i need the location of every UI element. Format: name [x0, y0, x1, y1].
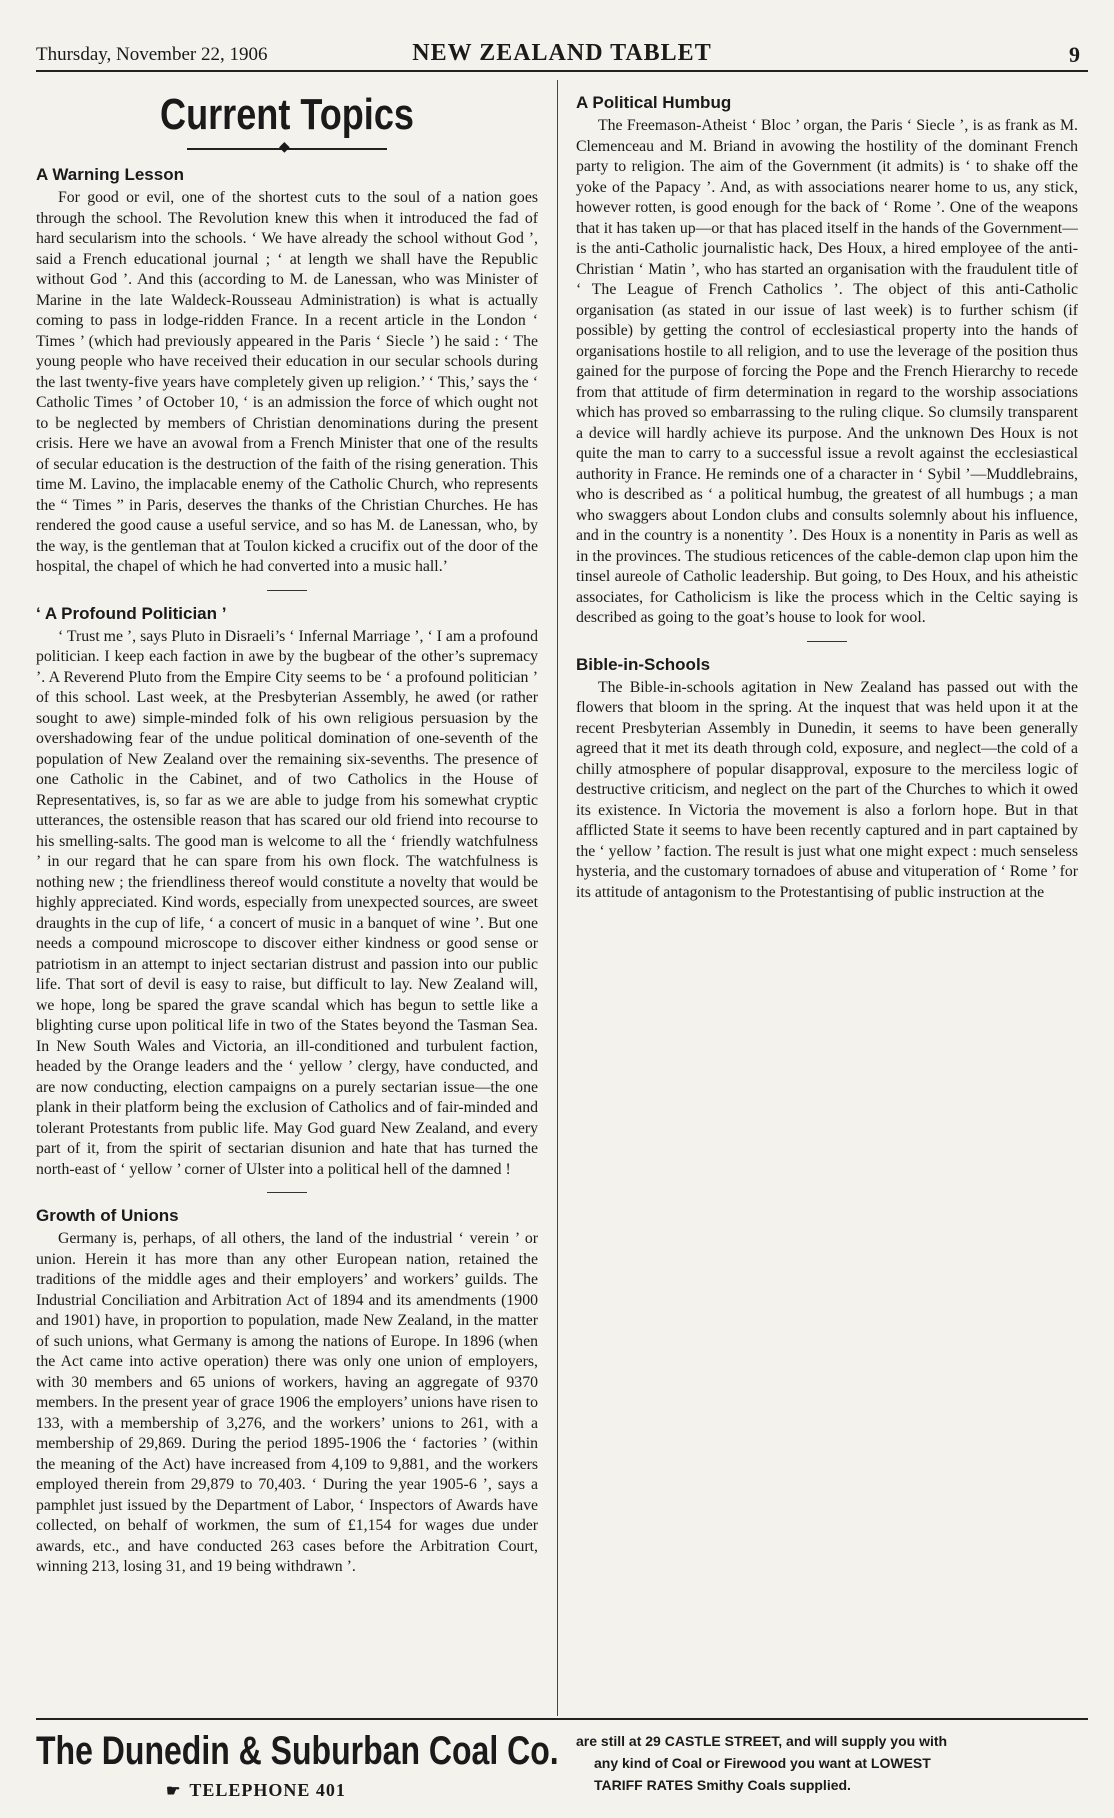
article-paragraph: The Freemason-Atheist ‘ Bloc ’ organ, the Paris ‘ Siecle ’, is as frank as M. Clemenceau and M. Briand in avowing the hostility of the dominant French party to religion. The aim of the Government (it admits) is ‘ to shake off the yoke of the Papacy ’. And, as with associations nearer home to us, any stick, however rotten, is good enough for the back of ‘ Rome ’. One of the weapons that it has taken up—or that has placed itself in the hands of the Government—is the anti-Catholic journalistic hack, Des Houx, a hired employee of the anti-Christian ‘ Matin ’, who has started an organisation with the fraudulent title of ‘ The League of French Catholics ’. The object of this anti-Catholic organisation (as stated in our issue of last week) is to further schism (if possible) by getting the control of ecclesiastical property into the hands of organisations hostile to all religion, and to use the leverage of the position thus gained for the purpose of forcing the Pope and the French Hierarchy to recede from that attitude of firm determination in regard to the worship associations which has proved so embarrassing to the ruling clique. So clumsily transparent a device will hardly achieve its purpose. And the unknown Des Houx is not quite the man to carry to a successful issue a revolt against the ecclesiastical authority in France. He reminds one of a character in ‘ Sybil ’—Muddlebrains, who is described as ‘ a political humbug, the greatest of all humbugs ; a man who swaggers about London clubs and consults solemnly about his influence, and in the country is a nonentity ’. Des Houx is a nonentity in Paris as well as in the provinces. The studious reticences of the cable-demon clap upon him the tinsel aureole of Catholic leadership. But going, to Des Houx, and his atheistic associates, for Catholicism is like the process which in the Celtic saying is described as going to the goat’s house to look for wool.: [576, 117, 1078, 626]
ad-line: any kind of Coal or Firewood you want at LOWEST: [594, 1755, 931, 1771]
right-column: [576, 84, 1078, 1712]
pointing-hand-icon: ☛: [166, 1783, 182, 1800]
article-heading: A Warning Lesson: [36, 165, 184, 184]
ad-line: TARIFF RATES Smithy Coals supplied.: [594, 1777, 851, 1793]
advertiser-name: The Dunedin & Suburban Coal Co.: [36, 1729, 559, 1773]
diamond-icon: ◆: [279, 140, 290, 155]
article-paragraph: Germany is, perhaps, of all others, the land of the industrial ‘ verein ’ or union. Herein it has more than any other European nation, retained the traditions of the middle ages and their employers’ and workers’ guilds. The Industrial Conciliation and Arbitration Act of 1894 and its amendments (1900 and 1901) have, in proportion to population, made New Zealand, in the matter of such unions, what Germany is among the nations of Europe. In 1896 (when the Act came into active operation) there was only one union of employers, with 30 members and 65 unions of workers, having an aggregate of 9370 members. In the present year of grace 1906 the employers’ unions have risen to 133, with a membership of 3,276, and the workers’ unions to 261, with a membership of 29,869. During the period 1895-1906 the ‘ factories ’ (within the meaning of the Act) have increased from 4,109 to 9,881, and the workers employed therein from 29,879 to 70,403. ‘ During the year 1905-6 ’, says a pamphlet just issued by the Department of Labor, ‘ Inspectors of Awards have collected, on behalf of workmen, the sum of £1,154 for wages due under awards, etc., and have conducted 263 cases before the Arbitration Court, winning 213, losing 31, and 19 being withdrawn ’.: [36, 1230, 538, 1575]
article-paragraph: The Bible-in-schools agitation in New Zealand has passed out with the flowers that bloom in the spring. At the inquest that was held upon it at the recent Presbyterian Assembly in Dunedin, it seems to have been generally agreed that it met its death through cold, exposure, and neglect—the cold of a chilly atmosphere of popular disapproval, exposure to the merciless logic of destructive criticism, and neglect on the part of the Churches to which it owed its existence. In Victoria the movement is also a forlorn hope. But in that afflicted State it seems to have been recently captured and in part captained by the ‘ yellow ’ faction. The result is just what one might expect : much senseless hysteria, and the customary tornadoes of abuse and vituperation of ‘ Rome ’ for its attitude of antagonism to the Protestantising of public instruction at the: [576, 678, 1078, 901]
telephone-text: TELEPHONE 401: [189, 1780, 346, 1800]
publication-name: NEW ZEALAND TABLET: [412, 40, 712, 66]
advertisement: [36, 1718, 1088, 1812]
article-separator: [807, 641, 847, 642]
article-heading: Bible-in-Schools: [576, 654, 711, 674]
advertisement-text: [576, 1730, 1076, 1796]
article-heading: Growth of Unions: [36, 1206, 179, 1225]
article-separator: [267, 590, 307, 591]
ad-line: are still at 29 CASTLE STREET, and will supply you with: [576, 1733, 948, 1749]
masthead: [36, 40, 1088, 72]
title-ornament: [187, 140, 387, 155]
issue-date: Thursday, November 22, 1906: [36, 44, 268, 65]
section-title: Current Topics: [160, 90, 414, 139]
left-column: [36, 84, 538, 1712]
article-heading: ‘ A Profound Politician ’: [36, 603, 227, 623]
article-separator: [267, 1192, 307, 1193]
article-paragraph: For good or evil, one of the shortest cuts to the soul of a nation goes through the school. The Revolution knew this when it introduced the fad of hard secularism into the schools. ‘ We have already the school without God ’, said a French educational journal ; ‘ at length we shall have the Republic without God ’. And this (according to M. de Lanessan, who was Minister of Marine in the late Waldeck-Rousseau Administration) is what is actually coming to pass in lodge-ridden France. In a recent article in the London ‘ Times ’ (which had previously appeared in the Paris ‘ Siecle ’) he said : ‘ The young people who have received their education in our secular schools during the last twenty-five years have completely given up religion.’ ‘ This,’ says the ‘ Catholic Times ’ of October 10, ‘ is an admission the force of which ought not to be neglected by members of Christian denominations during the present crisis. Here we have an avowal from a French Minister that one of the results of secular education is the destruction of the faith of the rising generation. This time M. Lavino, the implacable enemy of the Catholic Church, who represents the “ Times ” in Paris, deserves the thanks of the Christian Churches. He has rendered the good cause a useful service, and so has M. de Lanessan, who, by the way, is the gentleman that at Toulon kicked a crucifix out of the door of the hospital, the chapel of which he had converted into a music hall.’: [36, 189, 538, 575]
column-divider: [557, 80, 558, 1716]
page-number: 9: [1069, 42, 1080, 67]
article-heading: A Political Humbug: [576, 93, 732, 112]
article-paragraph: ‘ Trust me ’, says Pluto in Disraeli’s ‘ Infernal Marriage ’, ‘ I am a profound politician. I keep each faction in awe by the bugbear of the other’s supremacy ’. A Reverend Pluto from the Empire City seems to be ‘ a profound politician ’ of this school. Last week, at the Presbyterian Assembly, he awed (or rather sought to awe) simple-minded folk of his own religious persuasion by the overshadowing fear of the undue political domination of one-seventh of the population of New Zealand over the remaining six-sevenths. The presence of one Catholic in the Cabinet, and of two Catholics in the House of Representatives, is, so far as we are able to judge from his somewhat cryptic utterances, the ostensible reason that has scared our old friend into recourse to his smelling-salts. The good man is welcome to all the ‘ friendly watchfulness ’ in our regard that he can spare from his own flock. The watchfulness is nothing new ; the friendliness thereof would constitute a novelty that would be highly appreciated. Kind words, especially from unexpected sources, are sweet draughts in the cup of life, ‘ a concert of music in a banquet of wine ’. But one needs a compound microscope to discover either kindness or good sense or patriotism in an attempt to inject sectarian distrust and passion into our public life. That sort of devil is easy to raise, but difficult to lay. New Zealand will, we hope, long be spared the grave scandal which has begun to settle like a blighting curse upon political life in two of the States beyond the Tasman Sea. In New South Wales and Victoria, an ill-conditioned and turbulent faction, headed by the Orange leaders and the ‘ yellow ’ clergy, have conducted, and are now conducting, election campaigns on a purely sectarian issue—the one plank in their platform being the exclusion of Catholics and of fair-minded and tolerant Protestants from public life. May God guard New Zealand, and every part of it, from the spirit of sectarian disunion and hate that has turned the north-east of ‘ yellow ’ corner of Ulster into a political hell of the damned !: [36, 627, 538, 1178]
advertiser-telephone: [166, 1780, 346, 1801]
